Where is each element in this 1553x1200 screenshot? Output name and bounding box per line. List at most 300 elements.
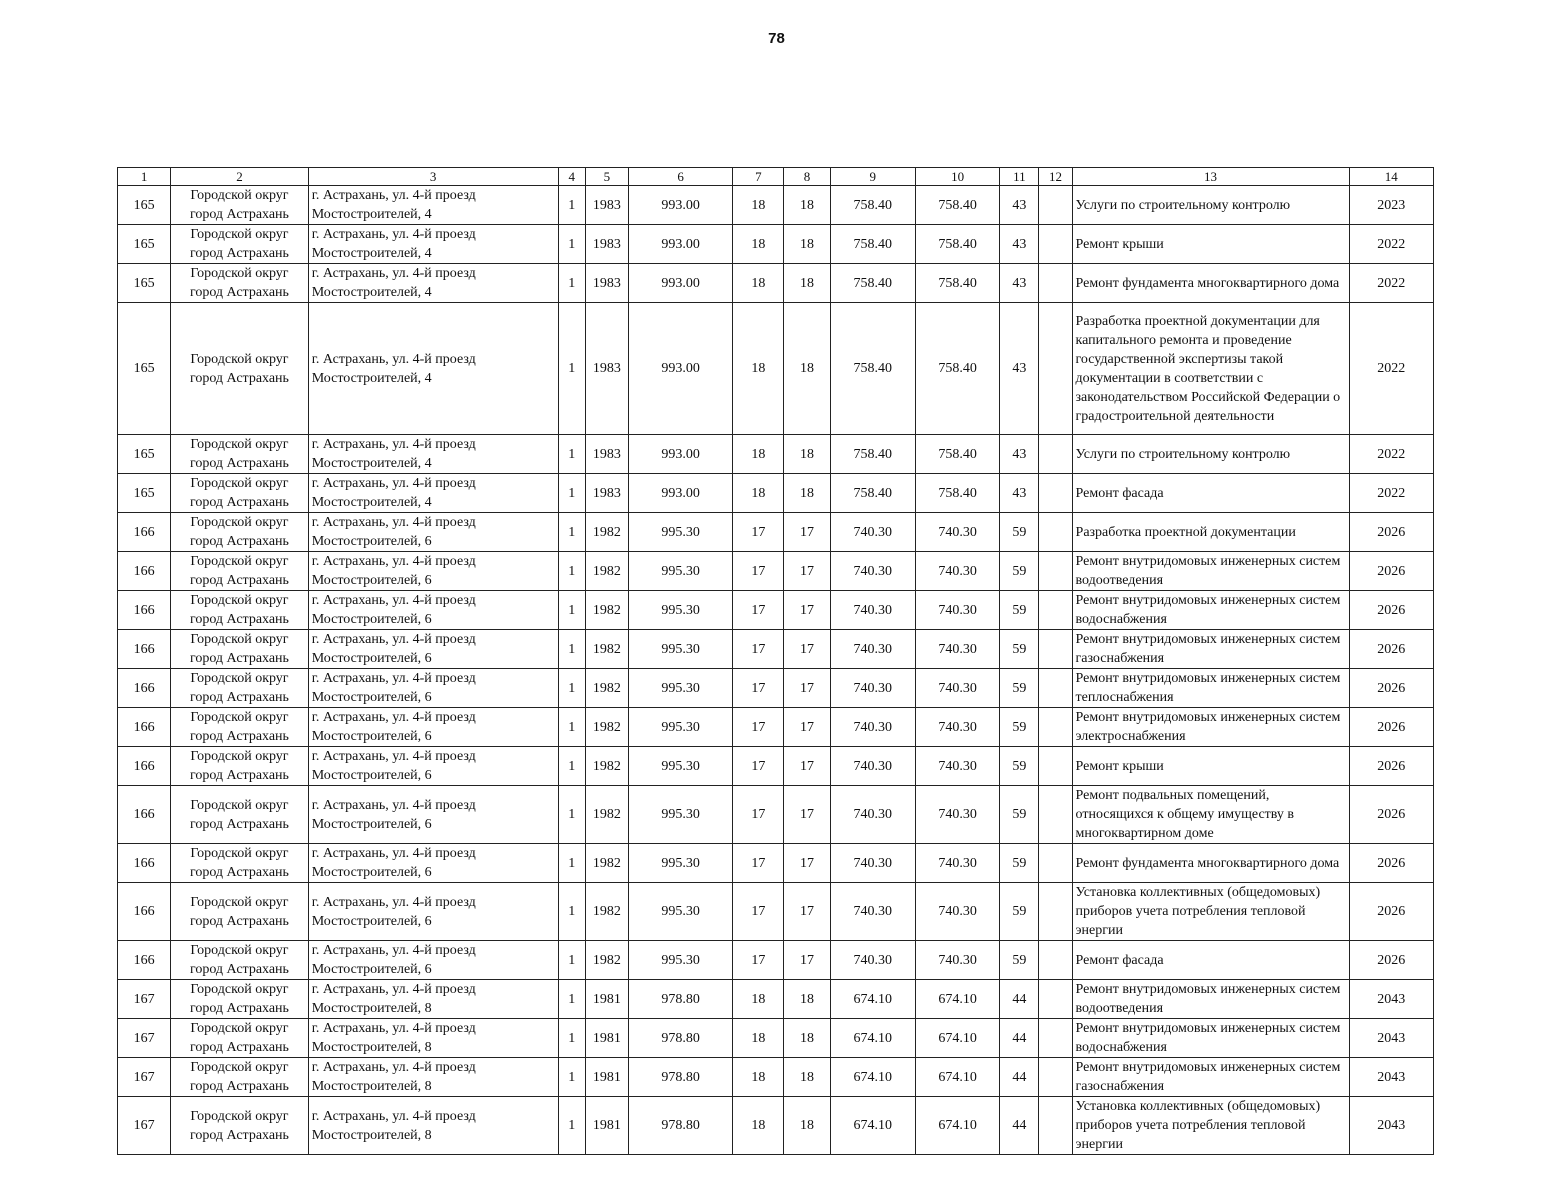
cell-col-7: 18 bbox=[733, 435, 784, 474]
cell-municipality: Городской округ город Астрахань bbox=[171, 264, 309, 303]
cell-col-12 bbox=[1039, 669, 1072, 708]
cell-col-11: 59 bbox=[1000, 708, 1039, 747]
column-number-6: 6 bbox=[628, 168, 732, 186]
cell-col-4: 1 bbox=[558, 1097, 585, 1155]
cell-col-11: 43 bbox=[1000, 186, 1039, 225]
cell-municipality: Городской округ город Астрахань bbox=[171, 669, 309, 708]
cell-col-10: 674.10 bbox=[915, 1019, 999, 1058]
cell-col-9: 740.30 bbox=[830, 591, 915, 630]
cell-work-type: Разработка проектной документации bbox=[1072, 513, 1349, 552]
cell-work-type: Ремонт внутридомовых инженерных систем водоснабжения bbox=[1072, 591, 1349, 630]
cell-planned-year: 2043 bbox=[1349, 1058, 1433, 1097]
cell-col-8: 18 bbox=[784, 1058, 830, 1097]
cell-municipality: Городской округ город Астрахань bbox=[171, 186, 309, 225]
cell-col-12 bbox=[1039, 941, 1072, 980]
cell-col-7: 18 bbox=[733, 1019, 784, 1058]
cell-address: г. Астрахань, ул. 4-й проезд Мостостроителей, 6 bbox=[308, 747, 558, 786]
cell-col-9: 758.40 bbox=[830, 264, 915, 303]
cell-work-type: Услуги по строительному контролю bbox=[1072, 435, 1349, 474]
cell-year: 1983 bbox=[585, 264, 628, 303]
cell-address: г. Астрахань, ул. 4-й проезд Мостостроителей, 4 bbox=[308, 435, 558, 474]
cell-col-9: 740.30 bbox=[830, 941, 915, 980]
cell-municipality: Городской округ город Астрахань bbox=[171, 552, 309, 591]
cell-object-number: 165 bbox=[118, 474, 171, 513]
cell-col-4: 1 bbox=[558, 591, 585, 630]
column-number-5: 5 bbox=[585, 168, 628, 186]
cell-col-8: 17 bbox=[784, 591, 830, 630]
cell-col-9: 674.10 bbox=[830, 1097, 915, 1155]
cell-year: 1981 bbox=[585, 1058, 628, 1097]
cell-col-10: 740.30 bbox=[915, 941, 999, 980]
cell-work-type: Ремонт фасада bbox=[1072, 474, 1349, 513]
cell-col-4: 1 bbox=[558, 1058, 585, 1097]
cell-planned-year: 2022 bbox=[1349, 225, 1433, 264]
cell-object-number: 166 bbox=[118, 708, 171, 747]
cell-col-7: 17 bbox=[733, 591, 784, 630]
cell-planned-year: 2026 bbox=[1349, 844, 1433, 883]
cell-object-number: 166 bbox=[118, 844, 171, 883]
cell-object-number: 167 bbox=[118, 1058, 171, 1097]
cell-col-10: 740.30 bbox=[915, 513, 999, 552]
cell-planned-year: 2026 bbox=[1349, 630, 1433, 669]
cell-total-area: 995.30 bbox=[628, 630, 732, 669]
cell-col-4: 1 bbox=[558, 708, 585, 747]
cell-col-10: 740.30 bbox=[915, 630, 999, 669]
cell-year: 1982 bbox=[585, 883, 628, 941]
cell-address: г. Астрахань, ул. 4-й проезд Мостостроителей, 6 bbox=[308, 708, 558, 747]
cell-col-11: 59 bbox=[1000, 941, 1039, 980]
cell-object-number: 166 bbox=[118, 552, 171, 591]
cell-col-9: 758.40 bbox=[830, 474, 915, 513]
cell-municipality: Городской округ город Астрахань bbox=[171, 844, 309, 883]
cell-work-type: Разработка проектной документации для капитального ремонта и проведение государственной экспертизы такой документации в соответствии с законодательством Российской Федерации о градостроительной деятельности bbox=[1072, 303, 1349, 435]
cell-municipality: Городской округ город Астрахань bbox=[171, 883, 309, 941]
cell-object-number: 166 bbox=[118, 747, 171, 786]
table-row bbox=[118, 552, 1434, 591]
column-number-3: 3 bbox=[308, 168, 558, 186]
column-number-row bbox=[118, 168, 1434, 186]
cell-year: 1982 bbox=[585, 552, 628, 591]
cell-col-4: 1 bbox=[558, 225, 585, 264]
cell-address: г. Астрахань, ул. 4-й проезд Мостостроителей, 6 bbox=[308, 844, 558, 883]
cell-col-7: 18 bbox=[733, 186, 784, 225]
cell-municipality: Городской округ город Астрахань bbox=[171, 1058, 309, 1097]
cell-municipality: Городской округ город Астрахань bbox=[171, 747, 309, 786]
cell-col-7: 17 bbox=[733, 883, 784, 941]
cell-col-11: 59 bbox=[1000, 669, 1039, 708]
cell-col-10: 740.30 bbox=[915, 883, 999, 941]
cell-object-number: 166 bbox=[118, 786, 171, 844]
cell-address: г. Астрахань, ул. 4-й проезд Мостостроителей, 8 bbox=[308, 1097, 558, 1155]
cell-address: г. Астрахань, ул. 4-й проезд Мостостроителей, 6 bbox=[308, 513, 558, 552]
cell-col-8: 18 bbox=[784, 225, 830, 264]
cell-object-number: 165 bbox=[118, 186, 171, 225]
table-row bbox=[118, 591, 1434, 630]
cell-col-7: 18 bbox=[733, 474, 784, 513]
cell-col-12 bbox=[1039, 552, 1072, 591]
table-row bbox=[118, 474, 1434, 513]
cell-object-number: 166 bbox=[118, 513, 171, 552]
cell-col-10: 674.10 bbox=[915, 1058, 999, 1097]
table-row bbox=[118, 1097, 1434, 1155]
column-number-8: 8 bbox=[784, 168, 830, 186]
cell-planned-year: 2043 bbox=[1349, 1019, 1433, 1058]
table-row bbox=[118, 669, 1434, 708]
column-number-12: 12 bbox=[1039, 168, 1072, 186]
cell-total-area: 993.00 bbox=[628, 474, 732, 513]
cell-object-number: 167 bbox=[118, 980, 171, 1019]
cell-address: г. Астрахань, ул. 4-й проезд Мостостроителей, 6 bbox=[308, 786, 558, 844]
cell-total-area: 995.30 bbox=[628, 708, 732, 747]
cell-col-7: 17 bbox=[733, 552, 784, 591]
cell-address: г. Астрахань, ул. 4-й проезд Мостостроителей, 8 bbox=[308, 1019, 558, 1058]
cell-year: 1983 bbox=[585, 435, 628, 474]
cell-planned-year: 2023 bbox=[1349, 186, 1433, 225]
cell-planned-year: 2022 bbox=[1349, 264, 1433, 303]
cell-col-11: 43 bbox=[1000, 303, 1039, 435]
column-number-1: 1 bbox=[118, 168, 171, 186]
cell-col-9: 758.40 bbox=[830, 303, 915, 435]
cell-col-9: 758.40 bbox=[830, 225, 915, 264]
cell-object-number: 166 bbox=[118, 941, 171, 980]
cell-address: г. Астрахань, ул. 4-й проезд Мостостроителей, 4 bbox=[308, 186, 558, 225]
cell-col-8: 17 bbox=[784, 513, 830, 552]
cell-col-8: 18 bbox=[784, 474, 830, 513]
table-row bbox=[118, 435, 1434, 474]
cell-col-11: 44 bbox=[1000, 1097, 1039, 1155]
cell-year: 1983 bbox=[585, 303, 628, 435]
cell-total-area: 995.30 bbox=[628, 669, 732, 708]
cell-year: 1983 bbox=[585, 225, 628, 264]
cell-col-7: 17 bbox=[733, 513, 784, 552]
column-number-9: 9 bbox=[830, 168, 915, 186]
cell-col-12 bbox=[1039, 1058, 1072, 1097]
cell-municipality: Городской округ город Астрахань bbox=[171, 513, 309, 552]
cell-col-7: 17 bbox=[733, 747, 784, 786]
cell-col-4: 1 bbox=[558, 1019, 585, 1058]
cell-col-9: 674.10 bbox=[830, 1019, 915, 1058]
cell-col-9: 740.30 bbox=[830, 844, 915, 883]
table-row bbox=[118, 844, 1434, 883]
cell-col-8: 18 bbox=[784, 264, 830, 303]
cell-municipality: Городской округ город Астрахань bbox=[171, 980, 309, 1019]
cell-col-12 bbox=[1039, 303, 1072, 435]
table-row bbox=[118, 513, 1434, 552]
cell-planned-year: 2026 bbox=[1349, 747, 1433, 786]
column-number-10: 10 bbox=[915, 168, 999, 186]
cell-col-11: 59 bbox=[1000, 591, 1039, 630]
cell-col-9: 740.30 bbox=[830, 669, 915, 708]
cell-object-number: 165 bbox=[118, 303, 171, 435]
table-row bbox=[118, 747, 1434, 786]
cell-col-10: 758.40 bbox=[915, 186, 999, 225]
cell-col-4: 1 bbox=[558, 630, 585, 669]
cell-col-7: 18 bbox=[733, 303, 784, 435]
cell-col-7: 17 bbox=[733, 630, 784, 669]
cell-year: 1982 bbox=[585, 708, 628, 747]
cell-col-4: 1 bbox=[558, 669, 585, 708]
cell-col-10: 740.30 bbox=[915, 669, 999, 708]
cell-work-type: Ремонт внутридомовых инженерных систем электроснабжения bbox=[1072, 708, 1349, 747]
cell-col-10: 674.10 bbox=[915, 980, 999, 1019]
cell-address: г. Астрахань, ул. 4-й проезд Мостостроителей, 6 bbox=[308, 941, 558, 980]
cell-col-8: 17 bbox=[784, 883, 830, 941]
cell-col-11: 59 bbox=[1000, 786, 1039, 844]
table-row bbox=[118, 303, 1434, 435]
cell-col-10: 740.30 bbox=[915, 747, 999, 786]
column-number-2: 2 bbox=[171, 168, 309, 186]
cell-planned-year: 2022 bbox=[1349, 474, 1433, 513]
cell-col-12 bbox=[1039, 264, 1072, 303]
table-row bbox=[118, 264, 1434, 303]
cell-work-type: Ремонт крыши bbox=[1072, 225, 1349, 264]
cell-address: г. Астрахань, ул. 4-й проезд Мостостроителей, 8 bbox=[308, 980, 558, 1019]
cell-total-area: 995.30 bbox=[628, 883, 732, 941]
cell-total-area: 978.80 bbox=[628, 980, 732, 1019]
table-row bbox=[118, 630, 1434, 669]
cell-planned-year: 2022 bbox=[1349, 303, 1433, 435]
cell-planned-year: 2022 bbox=[1349, 435, 1433, 474]
cell-col-8: 17 bbox=[784, 552, 830, 591]
cell-col-4: 1 bbox=[558, 786, 585, 844]
cell-col-12 bbox=[1039, 435, 1072, 474]
cell-col-11: 44 bbox=[1000, 980, 1039, 1019]
cell-address: г. Астрахань, ул. 4-й проезд Мостостроителей, 6 bbox=[308, 630, 558, 669]
cell-col-8: 17 bbox=[784, 747, 830, 786]
cell-municipality: Городской округ город Астрахань bbox=[171, 941, 309, 980]
cell-col-4: 1 bbox=[558, 435, 585, 474]
cell-total-area: 995.30 bbox=[628, 844, 732, 883]
cell-col-8: 18 bbox=[784, 1097, 830, 1155]
cell-object-number: 166 bbox=[118, 591, 171, 630]
cell-col-4: 1 bbox=[558, 264, 585, 303]
cell-col-4: 1 bbox=[558, 980, 585, 1019]
cell-col-7: 18 bbox=[733, 1097, 784, 1155]
cell-col-9: 740.30 bbox=[830, 552, 915, 591]
cell-year: 1981 bbox=[585, 1097, 628, 1155]
cell-col-10: 740.30 bbox=[915, 844, 999, 883]
cell-col-4: 1 bbox=[558, 941, 585, 980]
cell-col-10: 758.40 bbox=[915, 303, 999, 435]
table-row bbox=[118, 980, 1434, 1019]
cell-col-7: 18 bbox=[733, 1058, 784, 1097]
cell-work-type: Ремонт внутридомовых инженерных систем водоснабжения bbox=[1072, 1019, 1349, 1058]
cell-address: г. Астрахань, ул. 4-й проезд Мостостроителей, 4 bbox=[308, 264, 558, 303]
cell-col-8: 17 bbox=[784, 941, 830, 980]
cell-planned-year: 2026 bbox=[1349, 941, 1433, 980]
cell-col-8: 17 bbox=[784, 708, 830, 747]
cell-col-12 bbox=[1039, 1019, 1072, 1058]
cell-planned-year: 2026 bbox=[1349, 669, 1433, 708]
cell-address: г. Астрахань, ул. 4-й проезд Мостостроителей, 4 bbox=[308, 303, 558, 435]
cell-work-type: Ремонт внутридомовых инженерных систем водоотведения bbox=[1072, 552, 1349, 591]
cell-col-7: 17 bbox=[733, 844, 784, 883]
cell-total-area: 993.00 bbox=[628, 225, 732, 264]
cell-col-11: 44 bbox=[1000, 1019, 1039, 1058]
cell-object-number: 166 bbox=[118, 883, 171, 941]
cell-planned-year: 2026 bbox=[1349, 708, 1433, 747]
cell-col-7: 17 bbox=[733, 941, 784, 980]
cell-total-area: 978.80 bbox=[628, 1097, 732, 1155]
cell-total-area: 995.30 bbox=[628, 941, 732, 980]
cell-col-8: 17 bbox=[784, 669, 830, 708]
table-row bbox=[118, 883, 1434, 941]
cell-municipality: Городской округ город Астрахань bbox=[171, 630, 309, 669]
column-number-13: 13 bbox=[1072, 168, 1349, 186]
cell-col-11: 59 bbox=[1000, 747, 1039, 786]
cell-address: г. Астрахань, ул. 4-й проезд Мостостроителей, 8 bbox=[308, 1058, 558, 1097]
cell-col-4: 1 bbox=[558, 883, 585, 941]
cell-col-12 bbox=[1039, 708, 1072, 747]
cell-year: 1981 bbox=[585, 1019, 628, 1058]
cell-col-7: 18 bbox=[733, 980, 784, 1019]
cell-col-11: 59 bbox=[1000, 844, 1039, 883]
cell-object-number: 167 bbox=[118, 1097, 171, 1155]
cell-planned-year: 2026 bbox=[1349, 513, 1433, 552]
cell-col-4: 1 bbox=[558, 303, 585, 435]
cell-municipality: Городской округ город Астрахань bbox=[171, 1019, 309, 1058]
cell-total-area: 978.80 bbox=[628, 1019, 732, 1058]
cell-col-12 bbox=[1039, 747, 1072, 786]
cell-col-9: 740.30 bbox=[830, 883, 915, 941]
cell-col-7: 18 bbox=[733, 264, 784, 303]
cell-year: 1982 bbox=[585, 669, 628, 708]
cell-year: 1982 bbox=[585, 591, 628, 630]
cell-col-8: 17 bbox=[784, 630, 830, 669]
cell-work-type: Установка коллективных (общедомовых) приборов учета потребления тепловой энергии bbox=[1072, 883, 1349, 941]
table-row bbox=[118, 1058, 1434, 1097]
cell-col-12 bbox=[1039, 980, 1072, 1019]
cell-col-11: 43 bbox=[1000, 264, 1039, 303]
cell-municipality: Городской округ город Астрахань bbox=[171, 591, 309, 630]
cell-col-9: 740.30 bbox=[830, 708, 915, 747]
cell-total-area: 993.00 bbox=[628, 303, 732, 435]
cell-total-area: 995.30 bbox=[628, 786, 732, 844]
cell-col-12 bbox=[1039, 1097, 1072, 1155]
cell-address: г. Астрахань, ул. 4-й проезд Мостостроителей, 6 bbox=[308, 669, 558, 708]
cell-col-10: 740.30 bbox=[915, 552, 999, 591]
cell-col-4: 1 bbox=[558, 844, 585, 883]
cell-col-9: 740.30 bbox=[830, 786, 915, 844]
cell-year: 1982 bbox=[585, 630, 628, 669]
cell-object-number: 165 bbox=[118, 435, 171, 474]
cell-municipality: Городской округ город Астрахань bbox=[171, 1097, 309, 1155]
cell-planned-year: 2043 bbox=[1349, 980, 1433, 1019]
cell-work-type: Ремонт внутридомовых инженерных систем теплоснабжения bbox=[1072, 669, 1349, 708]
cell-object-number: 167 bbox=[118, 1019, 171, 1058]
cell-work-type: Ремонт внутридомовых инженерных систем газоснабжения bbox=[1072, 630, 1349, 669]
cell-planned-year: 2026 bbox=[1349, 786, 1433, 844]
cell-col-10: 758.40 bbox=[915, 474, 999, 513]
cell-municipality: Городской округ город Астрахань bbox=[171, 303, 309, 435]
cell-total-area: 995.30 bbox=[628, 513, 732, 552]
cell-total-area: 995.30 bbox=[628, 591, 732, 630]
cell-work-type: Ремонт внутридомовых инженерных систем водоотведения bbox=[1072, 980, 1349, 1019]
cell-col-8: 18 bbox=[784, 980, 830, 1019]
cell-col-11: 43 bbox=[1000, 435, 1039, 474]
cell-col-7: 17 bbox=[733, 786, 784, 844]
cell-work-type: Ремонт фасада bbox=[1072, 941, 1349, 980]
cell-col-9: 758.40 bbox=[830, 435, 915, 474]
cell-col-12 bbox=[1039, 225, 1072, 264]
cell-col-11: 59 bbox=[1000, 552, 1039, 591]
cell-col-10: 758.40 bbox=[915, 435, 999, 474]
cell-col-12 bbox=[1039, 474, 1072, 513]
cell-col-9: 674.10 bbox=[830, 1058, 915, 1097]
cell-col-8: 18 bbox=[784, 1019, 830, 1058]
cell-col-9: 674.10 bbox=[830, 980, 915, 1019]
cell-col-12 bbox=[1039, 513, 1072, 552]
cell-municipality: Городской округ город Астрахань bbox=[171, 225, 309, 264]
cell-work-type: Услуги по строительному контролю bbox=[1072, 186, 1349, 225]
cell-object-number: 166 bbox=[118, 669, 171, 708]
cell-address: г. Астрахань, ул. 4-й проезд Мостостроителей, 4 bbox=[308, 474, 558, 513]
cell-col-10: 674.10 bbox=[915, 1097, 999, 1155]
table-row bbox=[118, 786, 1434, 844]
cell-municipality: Городской округ город Астрахань bbox=[171, 708, 309, 747]
cell-col-7: 17 bbox=[733, 669, 784, 708]
cell-col-12 bbox=[1039, 186, 1072, 225]
cell-work-type: Ремонт крыши bbox=[1072, 747, 1349, 786]
cell-year: 1983 bbox=[585, 186, 628, 225]
cell-planned-year: 2026 bbox=[1349, 552, 1433, 591]
cell-col-8: 17 bbox=[784, 844, 830, 883]
cell-total-area: 993.00 bbox=[628, 264, 732, 303]
cell-year: 1982 bbox=[585, 786, 628, 844]
table-row bbox=[118, 186, 1434, 225]
cell-year: 1982 bbox=[585, 513, 628, 552]
column-number-11: 11 bbox=[1000, 168, 1039, 186]
cell-col-4: 1 bbox=[558, 747, 585, 786]
cell-col-11: 59 bbox=[1000, 883, 1039, 941]
cell-col-10: 758.40 bbox=[915, 264, 999, 303]
cell-municipality: Городской округ город Астрахань bbox=[171, 474, 309, 513]
table-row bbox=[118, 941, 1434, 980]
cell-object-number: 166 bbox=[118, 630, 171, 669]
cell-col-10: 758.40 bbox=[915, 225, 999, 264]
cell-col-10: 740.30 bbox=[915, 708, 999, 747]
cell-col-10: 740.30 bbox=[915, 591, 999, 630]
cell-year: 1982 bbox=[585, 844, 628, 883]
cell-planned-year: 2026 bbox=[1349, 883, 1433, 941]
cell-object-number: 165 bbox=[118, 264, 171, 303]
cell-col-11: 43 bbox=[1000, 474, 1039, 513]
capital-repair-table bbox=[117, 167, 1434, 1155]
column-number-7: 7 bbox=[733, 168, 784, 186]
cell-col-11: 59 bbox=[1000, 630, 1039, 669]
column-number-14: 14 bbox=[1349, 168, 1433, 186]
cell-work-type: Ремонт фундамента многоквартирного дома bbox=[1072, 264, 1349, 303]
cell-col-12 bbox=[1039, 591, 1072, 630]
cell-year: 1982 bbox=[585, 941, 628, 980]
cell-work-type: Ремонт внутридомовых инженерных систем газоснабжения bbox=[1072, 1058, 1349, 1097]
cell-col-9: 740.30 bbox=[830, 513, 915, 552]
table-row bbox=[118, 708, 1434, 747]
cell-address: г. Астрахань, ул. 4-й проезд Мостостроителей, 6 bbox=[308, 591, 558, 630]
cell-col-9: 758.40 bbox=[830, 186, 915, 225]
cell-total-area: 978.80 bbox=[628, 1058, 732, 1097]
cell-col-7: 17 bbox=[733, 708, 784, 747]
cell-total-area: 993.00 bbox=[628, 186, 732, 225]
cell-col-4: 1 bbox=[558, 186, 585, 225]
cell-municipality: Городской округ город Астрахань bbox=[171, 435, 309, 474]
cell-col-8: 17 bbox=[784, 786, 830, 844]
cell-col-4: 1 bbox=[558, 474, 585, 513]
cell-object-number: 165 bbox=[118, 225, 171, 264]
cell-col-10: 740.30 bbox=[915, 786, 999, 844]
column-number-4: 4 bbox=[558, 168, 585, 186]
table-row bbox=[118, 1019, 1434, 1058]
